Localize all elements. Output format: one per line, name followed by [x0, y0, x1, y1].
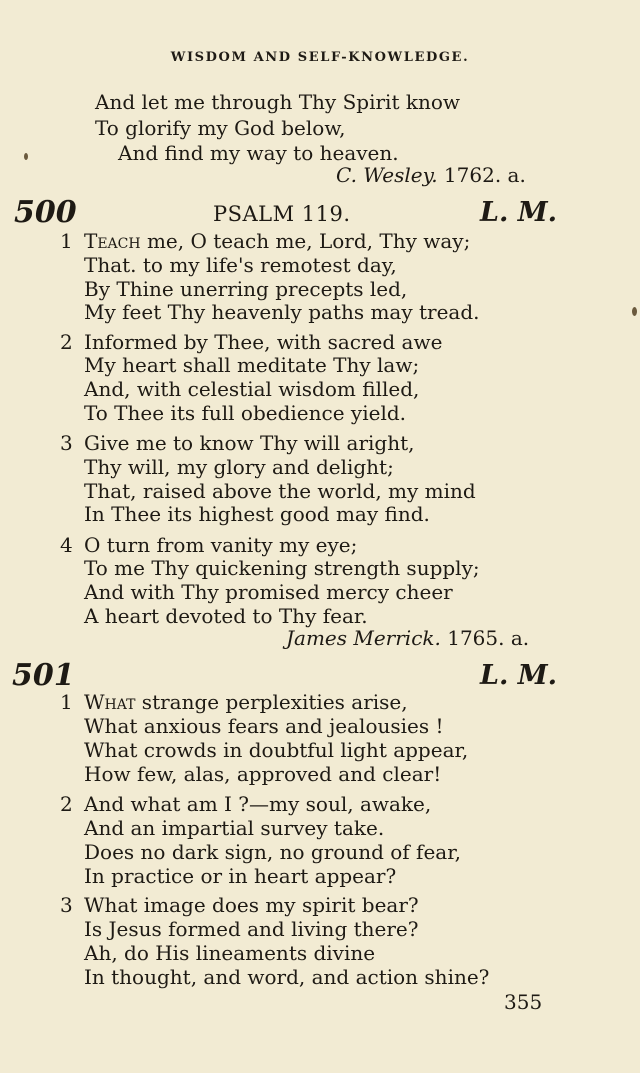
verse-line: Thy will, my glory and delight; [84, 455, 394, 479]
stanza-number: 3 [60, 431, 73, 455]
verse-line: To me Thy quickening strength supply; [84, 556, 480, 580]
hymn-attribution [286, 626, 529, 650]
verse-line: What anxious fears and jealousies ! [84, 714, 444, 738]
scan-speck [632, 307, 637, 316]
scan-speck [24, 153, 28, 160]
verse-line: And an impartial survey take. [84, 816, 385, 840]
verse-line: Ah, do His lineaments divine [84, 941, 376, 965]
verse-line: Informed by Thee, with sacred awe [84, 330, 443, 354]
hymn-attribution [336, 163, 526, 187]
author-name: C. Wesley. [336, 163, 438, 187]
first-word: Teach [84, 229, 141, 253]
author-date: 1765. a. [447, 626, 530, 650]
stanza-number: 2 [60, 330, 73, 354]
verse-line: In thought, and word, and action shine? [84, 965, 490, 989]
hymn-title: PSALM 119. [213, 202, 351, 226]
verse-line: In practice or in heart appear? [84, 864, 397, 888]
verse-line: Give me to know Thy will aright, [84, 431, 415, 455]
verse-line: How few, alas, approved and clear! [84, 762, 442, 786]
verse-line [84, 690, 408, 714]
verse-line-rest: strange perplexities arise, [135, 690, 408, 714]
verse-line: By Thine unerring precepts led, [84, 277, 408, 301]
hymn-number: 501 [12, 658, 75, 693]
stanza-number: 2 [60, 792, 73, 816]
stanza-number: 1 [60, 690, 73, 714]
verse-line: In Thee its highest good may find. [84, 502, 430, 526]
verse-line: And with Thy promised mercy cheer [84, 580, 453, 604]
stanza-number: 3 [60, 893, 73, 917]
verse-line: My feet Thy heavenly paths may tread. [84, 300, 480, 324]
verse-line: That. to my life's remotest day, [84, 253, 397, 277]
verse-line [84, 229, 470, 253]
stanza-number: 4 [60, 533, 73, 557]
verse-line: And find my way to heaven. [118, 141, 399, 165]
verse-line: And let me through Thy Spirit know [95, 90, 460, 114]
stanza-number: 1 [60, 229, 73, 253]
verse-line: To Thee its full obedience yield. [84, 401, 407, 425]
verse-line: My heart shall meditate Thy law; [84, 353, 420, 377]
verse-line-rest: me, O teach me, Lord, Thy way; [140, 229, 471, 253]
verse-line: And what am I ?—my soul, awake, [84, 792, 432, 816]
verse-line: To glorify my God below, [95, 116, 346, 140]
verse-line: A heart devoted to Thy fear. [84, 604, 368, 628]
verse-line: O turn from vanity my eye; [84, 533, 358, 557]
first-word: What [84, 690, 136, 714]
verse-line: Does no dark sign, no ground of fear, [84, 840, 461, 864]
running-head: WISDOM AND SELF-KNOWLEDGE. [170, 50, 470, 65]
hymn-number: 500 [14, 195, 77, 230]
verse-line: What crowds in doubtful light appear, [84, 738, 469, 762]
author-name: James Merrick. [286, 626, 441, 650]
verse-line: Is Jesus formed and living there? [84, 917, 419, 941]
hymn-meter: L. M. [480, 660, 558, 691]
verse-line: That, raised above the world, my mind [84, 479, 476, 503]
hymn-meter: L. M. [480, 197, 558, 228]
verse-line: And, with celestial wisdom filled, [84, 377, 420, 401]
verse-line: What image does my spirit bear? [84, 893, 419, 917]
author-date: 1762. a. [443, 163, 526, 187]
page-number: 355 [504, 990, 543, 1014]
